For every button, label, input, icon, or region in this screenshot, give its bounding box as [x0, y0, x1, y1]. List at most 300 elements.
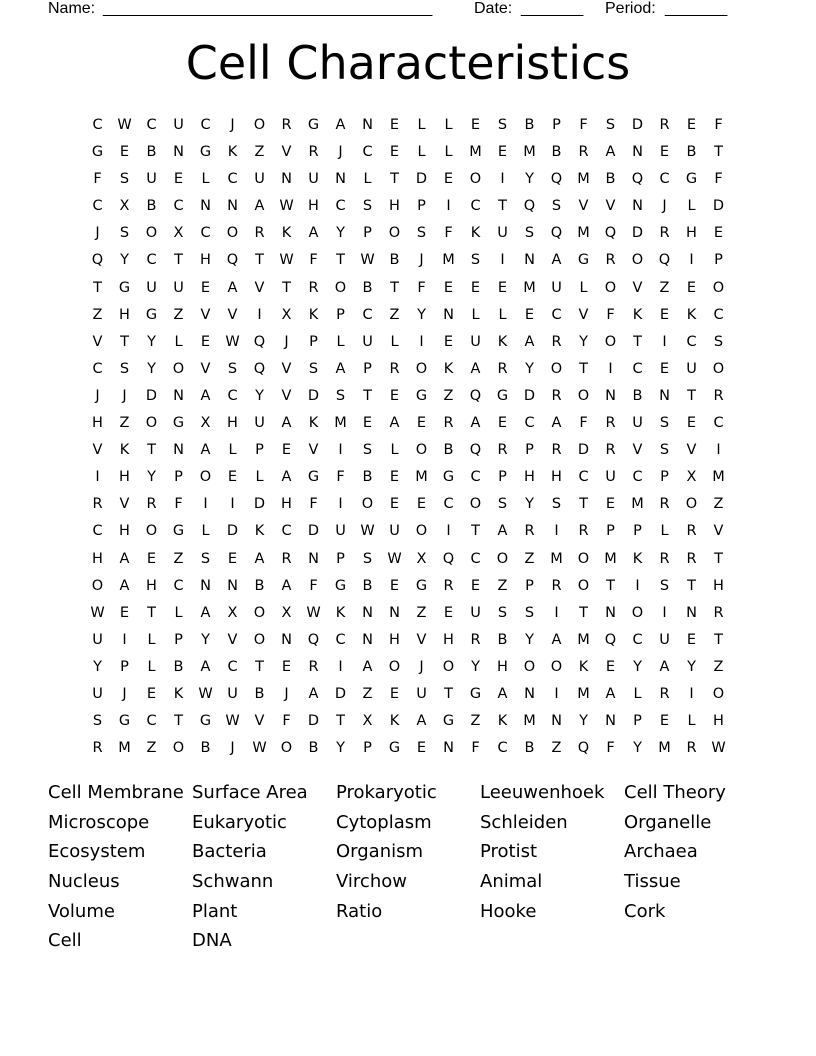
- grid-letter: D: [577, 442, 590, 459]
- grid-letter: S: [497, 496, 508, 513]
- grid-letter: O: [550, 658, 563, 675]
- grid-letter: C: [92, 523, 103, 540]
- grid-letter: P: [552, 117, 561, 133]
- grid-letter: M: [523, 279, 536, 296]
- grid-letter: Z: [551, 740, 562, 757]
- word-list-item: Cytoplasm: [336, 811, 432, 833]
- grid-letter: R: [470, 631, 481, 648]
- grid-letter: T: [687, 387, 696, 404]
- grid-letter: B: [362, 469, 373, 486]
- grid-letter: Q: [469, 387, 482, 404]
- grid-letter: U: [173, 279, 184, 296]
- grid-letter: J: [284, 685, 289, 702]
- grid-letter: A: [551, 252, 562, 269]
- grid-letter: H: [119, 469, 130, 486]
- grid-letter: B: [524, 740, 535, 757]
- grid-letter: V: [416, 631, 427, 648]
- grid-letter: B: [200, 740, 211, 757]
- grid-letter: X: [281, 306, 292, 323]
- grid-letter: E: [497, 144, 508, 161]
- word-list-item: Nucleus: [48, 871, 120, 893]
- grid-letter: Y: [147, 333, 156, 350]
- grid-letter: K: [308, 415, 319, 432]
- grid-letter: C: [92, 117, 103, 133]
- grid-letter: W: [90, 604, 105, 621]
- grid-letter: E: [146, 685, 157, 702]
- grid-letter: C: [524, 415, 535, 432]
- word-list-item: Animal: [480, 871, 543, 893]
- grid-letter: Z: [524, 550, 535, 567]
- grid-letter: K: [497, 333, 508, 350]
- grid-letter: P: [417, 198, 426, 215]
- grid-letter: T: [336, 713, 345, 730]
- grid-letter: G: [685, 171, 698, 188]
- grid-letter: O: [280, 740, 293, 757]
- grid-letter: R: [659, 117, 670, 133]
- grid-letter: X: [281, 604, 292, 621]
- grid-letter: I: [554, 523, 559, 540]
- grid-letter: M: [577, 225, 590, 242]
- grid-letter: D: [415, 171, 428, 188]
- grid-letter: C: [173, 577, 184, 594]
- grid-letter: Q: [253, 360, 266, 377]
- grid-letter: V: [254, 279, 265, 296]
- grid-letter: S: [551, 198, 562, 215]
- grid-letter: P: [633, 713, 642, 730]
- grid-letter: Y: [633, 740, 642, 757]
- grid-letter: E: [686, 631, 697, 648]
- grid-letter: O: [415, 442, 428, 459]
- grid-letter: Y: [471, 658, 480, 675]
- grid-letter: N: [200, 577, 211, 594]
- grid-letter: M: [442, 252, 455, 269]
- grid-letter: V: [200, 306, 211, 323]
- grid-letter: P: [174, 469, 183, 486]
- period-blank-line: _______: [665, 0, 728, 17]
- grid-letter: F: [282, 713, 291, 730]
- grid-letter: Y: [525, 360, 534, 377]
- grid-letter: J: [122, 387, 127, 404]
- grid-letter: B: [146, 144, 157, 161]
- word-list-item: DNA: [192, 930, 232, 952]
- grid-letter: Q: [577, 740, 590, 757]
- grid-letter: G: [334, 577, 347, 594]
- grid-letter: U: [308, 171, 319, 188]
- grid-letter: W: [711, 740, 726, 757]
- grid-letter: K: [254, 523, 265, 540]
- grid-letter: A: [389, 415, 400, 432]
- date-label: Date:: [474, 0, 513, 17]
- grid-letter: A: [254, 198, 265, 215]
- grid-letter: N: [173, 387, 184, 404]
- grid-letter: E: [659, 360, 670, 377]
- grid-letter: I: [500, 171, 505, 188]
- grid-letter: O: [550, 360, 563, 377]
- grid-letter: S: [119, 360, 130, 377]
- grid-letter: I: [446, 523, 451, 540]
- grid-letter: N: [308, 550, 319, 567]
- grid-letter: E: [227, 469, 238, 486]
- grid-letter: C: [713, 415, 724, 432]
- grid-letter: M: [604, 550, 617, 567]
- grid-letter: I: [338, 496, 343, 513]
- grid-letter: V: [254, 713, 265, 730]
- grid-letter: A: [416, 713, 427, 730]
- grid-letter: R: [443, 577, 454, 594]
- grid-letter: B: [254, 577, 265, 594]
- grid-letter: V: [686, 442, 697, 459]
- grid-letter: H: [227, 415, 238, 432]
- grid-letter: R: [92, 740, 103, 757]
- grid-letter: N: [686, 604, 697, 621]
- grid-letter: O: [145, 225, 158, 242]
- grid-letter: V: [200, 360, 211, 377]
- grid-letter: X: [173, 225, 184, 242]
- grid-letter: A: [227, 279, 238, 296]
- grid-letter: G: [415, 577, 428, 594]
- grid-letter: T: [93, 279, 102, 296]
- grid-letter: D: [334, 685, 347, 702]
- grid-letter: S: [659, 415, 670, 432]
- grid-letter: T: [471, 523, 480, 540]
- grid-letter: E: [416, 740, 427, 757]
- grid-letter: Q: [550, 225, 563, 242]
- grid-letter: C: [362, 144, 373, 161]
- grid-letter: A: [281, 469, 292, 486]
- grid-letter: R: [92, 496, 103, 513]
- grid-letter: O: [442, 658, 455, 675]
- grid-letter: W: [279, 198, 294, 215]
- grid-letter: D: [523, 387, 536, 404]
- name-blank-line: _____________________________________: [103, 0, 433, 17]
- grid-letter: D: [145, 387, 158, 404]
- grid-letter: H: [92, 415, 103, 432]
- grid-letter: R: [686, 740, 697, 757]
- grid-letter: S: [362, 198, 373, 215]
- grid-letter: Y: [687, 658, 696, 675]
- grid-letter: U: [92, 685, 103, 702]
- grid-letter: P: [336, 550, 345, 567]
- grid-letter: A: [551, 415, 562, 432]
- grid-letter: M: [523, 144, 536, 161]
- grid-letter: E: [173, 171, 184, 188]
- worksheet-header: [48, 0, 738, 20]
- grid-letter: K: [308, 306, 319, 323]
- grid-letter: I: [716, 442, 721, 459]
- grid-letter: Z: [146, 740, 157, 757]
- grid-letter: K: [470, 225, 481, 242]
- grid-letter: N: [173, 144, 184, 161]
- grid-letter: J: [284, 333, 289, 350]
- grid-letter: L: [228, 442, 237, 459]
- grid-letter: Y: [417, 306, 426, 323]
- grid-letter: I: [95, 469, 100, 486]
- grid-letter: S: [362, 442, 373, 459]
- grid-letter: K: [578, 658, 589, 675]
- grid-letter: S: [713, 333, 724, 350]
- grid-letter: Q: [442, 550, 455, 567]
- grid-letter: O: [388, 225, 401, 242]
- grid-letter: K: [632, 550, 643, 567]
- grid-letter: G: [415, 387, 428, 404]
- grid-letter: B: [146, 198, 157, 215]
- grid-letter: A: [200, 387, 211, 404]
- grid-letter: F: [579, 117, 588, 133]
- grid-letter: Y: [120, 252, 129, 269]
- grid-letter: R: [389, 360, 400, 377]
- grid-letter: M: [550, 550, 563, 567]
- grid-letter: Q: [550, 171, 563, 188]
- grid-letter: S: [227, 360, 238, 377]
- grid-letter: I: [203, 496, 208, 513]
- grid-letter: U: [254, 415, 265, 432]
- grid-letter: V: [227, 306, 238, 323]
- grid-letter: W: [387, 550, 402, 567]
- grid-letter: H: [524, 469, 535, 486]
- word-list-item: Ecosystem: [48, 841, 146, 863]
- grid-letter: C: [578, 469, 589, 486]
- grid-letter: R: [497, 360, 508, 377]
- grid-letter: F: [444, 225, 453, 242]
- word-list-item: Leeuwenhoek: [480, 782, 605, 803]
- grid-letter: O: [388, 658, 401, 675]
- grid-letter: N: [605, 713, 616, 730]
- word-list-item: Schleiden: [480, 811, 568, 833]
- grid-letter: K: [497, 713, 508, 730]
- grid-letter: K: [632, 306, 643, 323]
- page-title: Cell Characteristics: [185, 36, 631, 90]
- grid-letter: A: [551, 631, 562, 648]
- grid-letter: G: [199, 713, 212, 730]
- grid-letter: A: [497, 523, 508, 540]
- grid-letter: H: [308, 198, 319, 215]
- grid-letter: D: [307, 523, 320, 540]
- grid-letter: Y: [336, 740, 345, 757]
- grid-letter: F: [606, 740, 615, 757]
- word-list-item: Archaea: [624, 841, 698, 863]
- grid-letter: B: [254, 685, 265, 702]
- grid-letter: E: [389, 496, 400, 513]
- grid-letter: K: [443, 360, 454, 377]
- grid-letter: B: [632, 387, 643, 404]
- grid-letter: T: [633, 333, 642, 350]
- grid-letter: O: [253, 631, 266, 648]
- grid-letter: L: [417, 117, 426, 133]
- grid-letter: M: [658, 740, 671, 757]
- grid-letter: T: [147, 604, 156, 621]
- grid-letter: O: [469, 496, 482, 513]
- grid-letter: I: [554, 685, 559, 702]
- grid-letter: U: [173, 117, 184, 133]
- word-list-item: Plant: [192, 900, 238, 922]
- grid-letter: W: [225, 713, 240, 730]
- grid-letter: I: [446, 198, 451, 215]
- grid-letter: J: [662, 198, 667, 215]
- grid-letter: I: [122, 631, 127, 648]
- grid-letter: H: [389, 198, 400, 215]
- grid-letter: I: [689, 252, 694, 269]
- grid-letter: G: [577, 252, 590, 269]
- grid-letter: R: [578, 144, 589, 161]
- grid-letter: P: [660, 469, 669, 486]
- grid-letter: R: [497, 442, 508, 459]
- grid-letter: E: [146, 550, 157, 567]
- grid-letter: L: [201, 523, 210, 540]
- grid-letter: N: [173, 442, 184, 459]
- grid-letter: K: [227, 144, 238, 161]
- grid-letter: C: [335, 631, 346, 648]
- grid-letter: S: [92, 713, 103, 730]
- grid-letter: M: [577, 631, 590, 648]
- grid-letter: O: [523, 658, 536, 675]
- grid-letter: E: [443, 333, 454, 350]
- grid-letter: T: [390, 171, 399, 188]
- grid-letter: M: [577, 685, 590, 702]
- grid-letter: L: [579, 279, 588, 296]
- grid-letter: K: [335, 604, 346, 621]
- grid-letter: H: [497, 658, 508, 675]
- grid-letter: J: [95, 225, 100, 242]
- grid-letter: N: [227, 198, 238, 215]
- grid-letter: H: [119, 523, 130, 540]
- grid-letter: S: [200, 550, 211, 567]
- grid-letter: J: [419, 658, 424, 675]
- grid-letter: E: [497, 415, 508, 432]
- grid-letter: N: [200, 198, 211, 215]
- grid-letter: E: [389, 577, 400, 594]
- grid-letter: O: [91, 577, 104, 594]
- grid-letter: I: [230, 496, 235, 513]
- grid-letter: I: [635, 577, 640, 594]
- grid-letter: V: [632, 279, 643, 296]
- grid-letter: Z: [659, 279, 670, 296]
- grid-letter: P: [714, 252, 723, 269]
- grid-letter: A: [308, 225, 319, 242]
- grid-letter: V: [632, 442, 643, 459]
- grid-letter: S: [497, 117, 508, 133]
- grid-letter: G: [496, 387, 509, 404]
- grid-letter: N: [605, 387, 616, 404]
- grid-letter: Z: [362, 685, 373, 702]
- word-list-item: Microscope: [48, 811, 150, 833]
- grid-letter: E: [200, 279, 211, 296]
- grid-letter: P: [120, 658, 129, 675]
- grid-letter: K: [173, 685, 184, 702]
- grid-letter: V: [605, 198, 616, 215]
- grid-letter: A: [254, 550, 265, 567]
- grid-letter: U: [470, 333, 481, 350]
- grid-letter: S: [497, 604, 508, 621]
- grid-letter: B: [551, 144, 562, 161]
- grid-letter: N: [443, 306, 454, 323]
- grid-letter: S: [605, 117, 616, 133]
- grid-letter: Z: [173, 550, 184, 567]
- grid-letter: W: [306, 604, 321, 621]
- grid-letter: N: [605, 604, 616, 621]
- word-list-item: Eukaryotic: [192, 811, 287, 833]
- grid-letter: O: [361, 496, 374, 513]
- grid-letter: L: [660, 523, 669, 540]
- grid-letter: Y: [93, 658, 102, 675]
- grid-letter: R: [308, 658, 319, 675]
- grid-letter: D: [631, 225, 644, 242]
- grid-letter: R: [686, 550, 697, 567]
- grid-letter: W: [252, 740, 267, 757]
- grid-letter: I: [419, 333, 424, 350]
- grid-letter: E: [389, 685, 400, 702]
- grid-letter: I: [662, 333, 667, 350]
- grid-letter: L: [147, 631, 156, 648]
- grid-letter: Z: [254, 144, 265, 161]
- word-list-item: Cork: [624, 900, 666, 922]
- grid-letter: N: [281, 171, 292, 188]
- grid-letter: E: [362, 415, 373, 432]
- grid-letter: K: [686, 306, 697, 323]
- grid-letter: E: [389, 144, 400, 161]
- grid-letter: O: [685, 496, 698, 513]
- grid-letter: L: [417, 144, 426, 161]
- grid-letter: O: [631, 604, 644, 621]
- grid-letter: B: [524, 117, 535, 133]
- grid-letter: F: [336, 469, 345, 486]
- grid-letter: Y: [579, 713, 588, 730]
- grid-letter: C: [146, 252, 157, 269]
- grid-letter: Z: [443, 387, 454, 404]
- grid-letter: A: [335, 360, 346, 377]
- grid-letter: N: [524, 685, 535, 702]
- grid-letter: F: [174, 496, 183, 513]
- grid-letter: P: [255, 442, 264, 459]
- grid-letter: E: [389, 469, 400, 486]
- grid-letter: A: [200, 604, 211, 621]
- grid-letter: T: [579, 604, 588, 621]
- grid-letter: R: [686, 523, 697, 540]
- grid-letter: Y: [525, 631, 534, 648]
- grid-letter: M: [334, 415, 347, 432]
- grid-letter: N: [659, 387, 670, 404]
- grid-letter: A: [119, 550, 130, 567]
- grid-letter: L: [390, 333, 399, 350]
- word-list-item: Hooke: [480, 900, 537, 922]
- grid-letter: C: [281, 523, 292, 540]
- grid-letter: Q: [604, 225, 617, 242]
- grid-letter: L: [174, 604, 183, 621]
- grid-letter: Z: [713, 658, 724, 675]
- grid-letter: O: [145, 523, 158, 540]
- grid-letter: M: [712, 469, 725, 486]
- grid-letter: X: [416, 550, 427, 567]
- grid-letter: G: [307, 469, 320, 486]
- grid-letter: S: [119, 225, 130, 242]
- grid-letter: Y: [201, 631, 210, 648]
- grid-letter: V: [281, 387, 292, 404]
- grid-letter: B: [443, 442, 454, 459]
- grid-letter: E: [686, 415, 697, 432]
- grid-letter: P: [606, 523, 615, 540]
- grid-letter: S: [416, 225, 427, 242]
- grid-letter: D: [226, 523, 239, 540]
- grid-letter: V: [281, 144, 292, 161]
- grid-letter: Q: [658, 252, 671, 269]
- grid-letter: T: [714, 144, 723, 161]
- grid-letter: B: [308, 740, 319, 757]
- grid-letter: H: [686, 225, 697, 242]
- grid-letter: E: [713, 225, 724, 242]
- grid-letter: O: [226, 225, 239, 242]
- grid-letter: C: [92, 198, 103, 215]
- grid-letter: W: [360, 252, 375, 269]
- grid-letter: U: [254, 171, 265, 188]
